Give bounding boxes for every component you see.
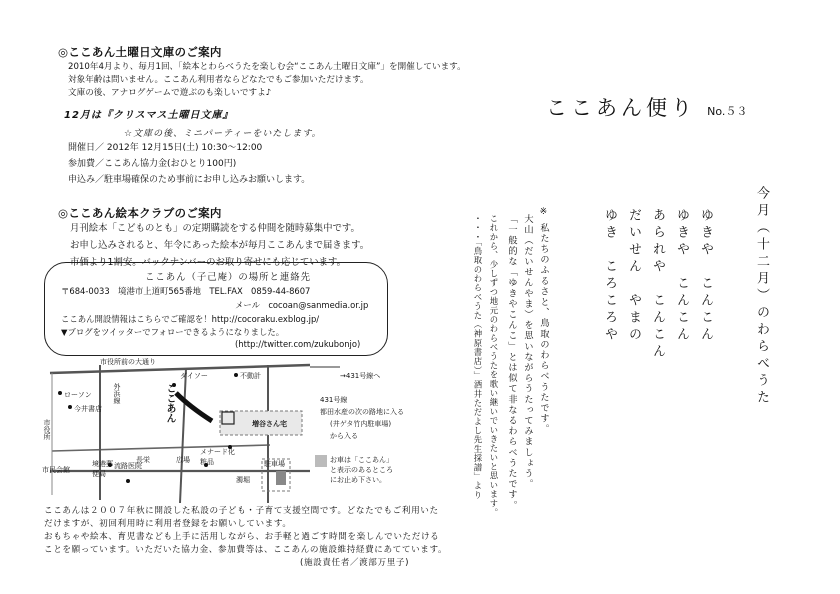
note-line-5: ・・・「鳥取のわらべうた（神原書店）」酒井ただよし先生採譜」より	[473, 214, 483, 500]
about-line-3: おもちゃや絵本、育児書なども上手に活用しながら、お手軽と過ごす時間を楽しんでいただける	[44, 532, 440, 542]
club-heading: ◎ここあん絵本クラブのご案内	[58, 206, 222, 220]
map-label-civic-hall: 市民会館	[42, 466, 70, 474]
contact-box	[44, 262, 388, 356]
event-apply: 申込み／駐車場確保のため事前にお申し込みお願いします。	[68, 175, 311, 185]
map-label-daiso: ダイソー	[180, 372, 208, 380]
map-label-sotohama: 外浜線	[113, 383, 121, 404]
bunko-heading: ◎ここあん土曜日文庫のご案内	[58, 45, 222, 59]
newsletter-name: ここあん便り	[546, 96, 696, 120]
event-date: 開催日／ 2012年 12月15日(土) 10:30〜12:00	[68, 143, 263, 153]
note-line-2: 大山（だいせんやま）を思いながらうたってみましょう。	[522, 214, 533, 490]
note-line-4: これから、少しずつ地元のわらべうたを歌い継いでいきたいと思います。	[489, 214, 499, 518]
twitter-note: ▼ブログをツイッターでフォローできるようになりました。	[61, 327, 285, 337]
newsletter-title	[546, 92, 747, 122]
event-fee: 参加費／ここあん協力金(おひとり100円)	[68, 159, 237, 169]
map-label-431: 431号線	[320, 396, 348, 404]
map-label-431-arrow: →431号線へ	[340, 372, 381, 380]
map-label-choei: 長栄	[136, 456, 150, 464]
club-line-1: 月刊絵本「こどものとも」の定期購読をする仲間を随時募集中です。	[70, 223, 360, 234]
club-line-2: お申し込みされると、年令にあった絵本が毎月ここあんまで届きます。	[70, 240, 370, 251]
note-line-1: ※ 私たちのふるさと、鳥取のわらべうたです。	[538, 206, 549, 435]
bunko-line-2: 対象年齢は問いません。ここあん利用者ならどなたでもご参加いただけます。	[68, 75, 369, 85]
song-line-2: ゆきや こんこん	[674, 208, 689, 344]
song-line-1: ゆきや こんこん	[698, 208, 713, 344]
access-map	[40, 355, 404, 505]
bunko-line-1: 2010年4月より、毎月1回、「絵本とわらべうたを楽しむ会“ここあん土曜日文庫”」を開催しています。	[68, 62, 466, 72]
contact-title: ここあん（子己庵）の場所と連絡先	[145, 272, 312, 283]
club-line-3: 市価より1割安。バックナンバーのお取り寄せにも応じています。	[70, 257, 346, 268]
about-line-1: ここあんは２００７年秋に開設した私設の子ども・子育て支援空間です。どなたでもご利用いた	[44, 506, 439, 516]
map-label-clinic: 流路医院	[114, 462, 142, 470]
warabeuta-heading: 今月（十二月）のわらべうた	[754, 186, 769, 407]
map-legend: お車は「ここあん」と表示のあるところにお止め下さい。	[330, 456, 393, 484]
december-title: 12月は『クリスマス土曜日文庫』	[64, 110, 234, 121]
map-label-fudo: 不動計	[240, 372, 261, 380]
song-line-3: あられや こんこん	[650, 208, 665, 361]
map-label-cityhall: 市役所	[43, 419, 51, 440]
map-label-imai: 今井書店	[74, 405, 102, 413]
map-label-cocoan: ここあん	[164, 383, 175, 423]
signature: (施設責任者／渡部万里子)	[300, 558, 410, 568]
newsletter-number: No.５３	[707, 105, 748, 118]
map-label-moat: 濁堀	[236, 476, 250, 484]
map-label-enter: から入る	[330, 432, 358, 440]
map-label-avenue: 市役所前の大通り	[100, 358, 156, 366]
map-label-post: 境港郵便局	[92, 460, 113, 478]
contact-mail: メール cocoan@sanmedia.or.jp	[235, 300, 369, 310]
song-line-4: だいせん やまの	[626, 208, 641, 344]
twitter-link[interactable]: (http://twitter.com/zukubonjo)	[235, 339, 361, 349]
map-label-masutani: 増谷さん宅	[252, 420, 287, 428]
song-line-5: ゆき ころころや	[602, 208, 617, 344]
blog-link[interactable]: ここあん開設情報はこちらでご確認を！http://cocoraku.exblog.jp/	[61, 314, 320, 324]
bunko-line-3: 文庫の後、アナログゲームで遊ぶのも楽しいですよ♪	[68, 88, 272, 98]
map-label-parking: 駐車場	[264, 460, 285, 468]
map-label-square: 広場	[176, 456, 190, 464]
contact-address: 〒684-0033 境港市上道町565番地 TEL.FAX 0859-44-8607	[61, 286, 311, 296]
about-line-4: ことを願っています。いただいた協力金、参加費等は、ここあんの施設維持経費にあてています。	[44, 545, 448, 555]
map-label-parking-lot: (井ゲタ竹内駐車場)	[330, 420, 392, 428]
december-sub: ☆文庫の後、ミニパーティーをいたします。	[124, 129, 322, 139]
map-label-route-hint: 都田水産の次の路地に入る	[320, 408, 404, 416]
map-label-lawson: ローソン	[64, 391, 92, 399]
note-line-3: 「一般的な「ゆきやこんこ」とは似て非なるわらべうたです。	[506, 214, 517, 511]
map-label-menard: メナード化粧品	[200, 448, 235, 466]
about-line-2: だけますが、初回利用時に利用者登録をお願いしています。	[44, 519, 292, 529]
